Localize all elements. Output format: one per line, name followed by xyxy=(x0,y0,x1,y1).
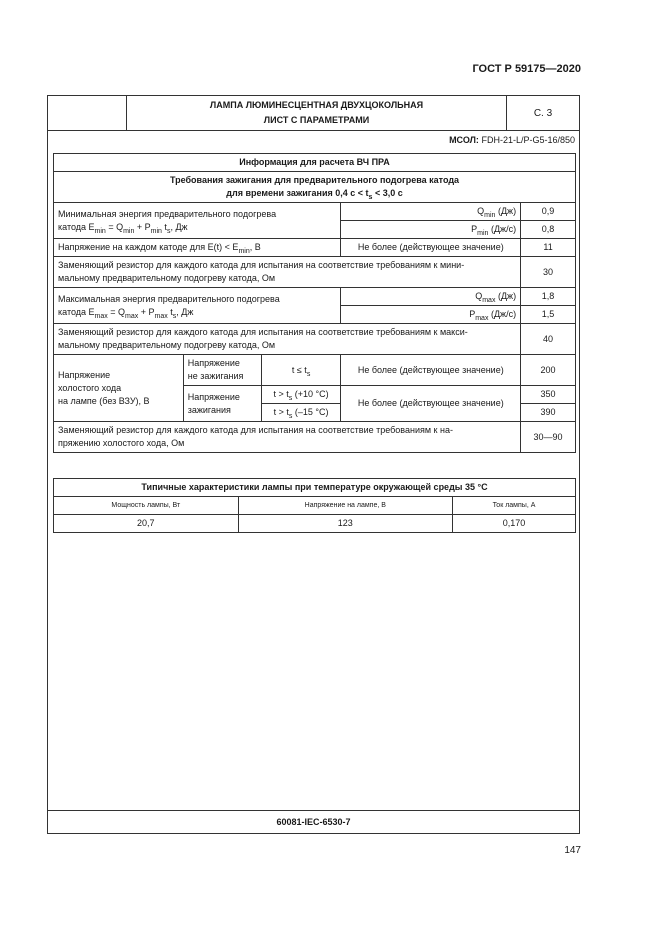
resistor-min-preheat-value: 30 xyxy=(521,257,576,288)
ignition-limit: Не более (действующее значение) xyxy=(341,386,521,422)
no-ignition-condition: $t \le t_s$ xyxy=(261,355,341,386)
pmax-label: $P_{max}$ (Дж/с) xyxy=(341,306,521,324)
qmin-label: $Q_{min}$ (Дж) xyxy=(341,203,521,221)
no-ignition-limit: Не более (действующее значение) xyxy=(341,355,521,386)
ignition-value-minus15: 390 xyxy=(521,404,576,422)
resistor-min-preheat: Заменяющий резистор для каждого катода для испытания на соответствие требованиям к мини- мальному предварительному подогреву катода, Ом xyxy=(54,257,521,288)
info-title: Информация для расчета ВЧ ПРА xyxy=(54,154,576,172)
sheet-title: ЛАМПА ЛЮМИНЕСЦЕНТНАЯ ДВУХЦОКОЛЬНАЯ ЛИСТ С ПАРАМЕТРАМИ xyxy=(209,100,424,125)
column-header: Мощность лампы, Вт xyxy=(54,497,239,515)
cathode-voltage-condition: Не более (действующее значение) xyxy=(341,239,521,257)
cathode-voltage: Напряжение на каждом катоде для $E(t) < E_{min}$, В xyxy=(54,239,341,257)
typical-characteristics-table xyxy=(53,478,576,533)
qmax-value: 1,8 xyxy=(521,288,576,306)
ignition-value-plus10: 350 xyxy=(521,386,576,404)
open-circuit-voltage: Напряжение холостого хода на лампе (без ВЗУ), В xyxy=(54,355,184,422)
pmin-label: $P_{min}$ (Дж/с) xyxy=(341,221,521,239)
lamp-power-value: 20,7 xyxy=(54,515,239,533)
cathode-voltage-value: 11 xyxy=(521,239,576,257)
pmin-value: 0,8 xyxy=(521,221,576,239)
ignition-condition-plus10: $t > t_s$ (+10 °C) xyxy=(261,386,341,404)
ignition-requirements: Требования зажигания для предварительного подогрева катода для времени зажигания 0,4 $с < t_s < 3,0$ с xyxy=(54,172,576,203)
resistor-max-preheat-value: 40 xyxy=(521,324,576,355)
document-code: ГОСТ Р 59175—2020 xyxy=(472,63,581,75)
sheet-frame xyxy=(47,95,580,834)
ignition-voltage: Напряжение зажигания xyxy=(183,386,261,422)
qmin-value: 0,9 xyxy=(521,203,576,221)
resistor-ocv: Заменяющий резистор для каждого катода для испытания на соответствие требованиям к на- пряжению холостого хода, Ом xyxy=(54,422,521,453)
no-ignition-voltage: Напряжение не зажигания xyxy=(183,355,261,386)
sheet-footer-code: 60081-IEC-6530-7 xyxy=(48,810,579,833)
column-header: Напряжение на лампе, В xyxy=(238,497,452,515)
sheet-page: С. 3 xyxy=(506,96,579,130)
msol-line: МСОЛ: FDH-21-L/P-G5-16/850 xyxy=(449,135,575,145)
max-preheat-energy: Максимальная энергия предварительного подогрева катода $E_{max} = Q_{max} + P_{max}$ $t_s$, Дж xyxy=(54,288,341,324)
qmax-label: $Q_{max}$ (Дж) xyxy=(341,288,521,306)
lamp-voltage-value: 123 xyxy=(238,515,452,533)
typical-title: Типичные характеристики лампы при температуре окружающей среды 35 °C xyxy=(54,479,576,497)
resistor-max-preheat: Заменяющий резистор для каждого катода для испытания на соответствие требованиям к макси- мальному предварительному подогреву катода, Ом xyxy=(54,324,521,355)
column-header: Ток лампы, А xyxy=(452,497,575,515)
sheet-header xyxy=(48,96,579,131)
ignition-condition-minus15: $t > t_s$ (–15 °C) xyxy=(261,404,341,422)
resistor-ocv-value: 30—90 xyxy=(521,422,576,453)
no-ignition-value: 200 xyxy=(521,355,576,386)
lamp-current-value: 0,170 xyxy=(452,515,575,533)
min-preheat-energy: Минимальная энергия предварительного подогрева катода $E_{min} = Q_{min} + P_{min}$ $t_s$, Дж xyxy=(54,203,341,239)
ballast-info-table xyxy=(53,153,576,453)
pmax-value: 1,5 xyxy=(521,306,576,324)
page-number: 147 xyxy=(564,845,581,856)
